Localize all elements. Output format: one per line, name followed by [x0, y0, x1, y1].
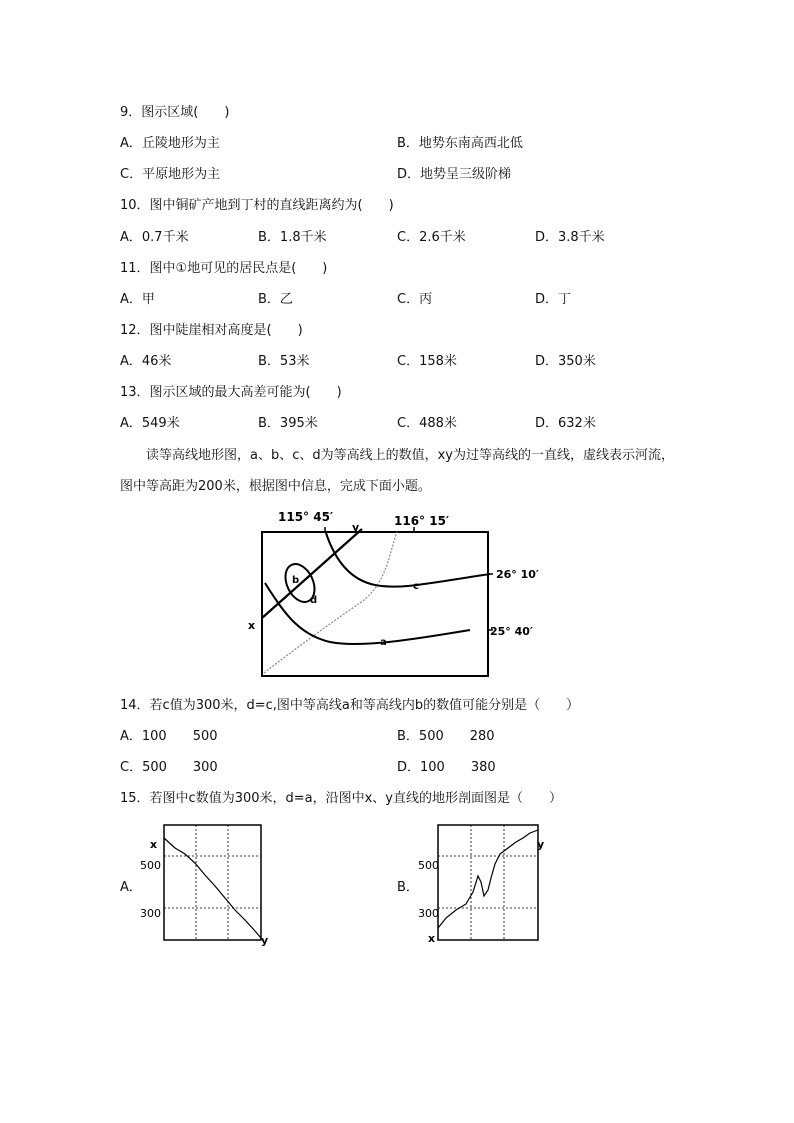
label-x: x [248, 619, 256, 632]
profile-b-tick-500: 500 [418, 859, 439, 872]
q12-option-c: C．158米 [397, 354, 457, 369]
q15-option-a: A． [120, 880, 142, 895]
river-dashed-line [264, 532, 397, 673]
q10-option-d: D．3.8千米 [535, 230, 605, 245]
profile-b-label-y: y [537, 838, 545, 851]
profile-b-tick-300: 300 [418, 907, 439, 920]
profile-a-label-y: y [261, 934, 269, 947]
q11-option-d: D．丁 [535, 292, 572, 307]
lat-top-label: 26° 10′ [496, 568, 539, 581]
contour-line-a [265, 583, 470, 644]
q14-option-c: C．500 300 [120, 760, 218, 775]
q11-option-c: C．丙 [397, 292, 433, 307]
question-9-stem: 9．图示区域( ) [120, 105, 230, 120]
q11-option-b: B．乙 [258, 292, 293, 307]
reading-text: 读等高线地形图，a、b、c、d为等高线上的数值，xy为过等高线的一直线，虚线表示河流，图中等高距为200米，根据图中信息，完成下面小题。 [120, 448, 675, 494]
lon-right-label: 116° 15′ [394, 514, 450, 528]
profile-a-label-x: x [150, 838, 158, 851]
profile-a-curve [164, 838, 261, 938]
q12-option-a: A．46米 [120, 354, 172, 369]
profile-b-frame [438, 825, 538, 940]
profile-chart-b [418, 820, 553, 950]
q14-option-d: D．100 380 [397, 760, 496, 775]
q13-option-d: D．632米 [535, 416, 596, 431]
q10-option-c: C．2.6千米 [397, 230, 466, 245]
q10-option-b: B．1.8千米 [258, 230, 327, 245]
question-13-stem: 13．图示区域的最大高差可能为( ) [120, 385, 342, 400]
q14-option-b: B．500 280 [397, 729, 495, 744]
label-a: a [380, 637, 387, 648]
q9-option-c: C．平原地形为主 [120, 167, 221, 182]
lat-bottom-label: 25° 40′ [490, 625, 533, 638]
question-15-stem: 15．若图中c数值为300米，d=a，沿图中x、y直线的地形剖面图是（ ） [120, 791, 563, 806]
label-b: b [292, 575, 300, 586]
q13-option-b: B．395米 [258, 416, 318, 431]
map-frame [262, 532, 488, 676]
profile-chart-a [140, 820, 275, 950]
q14-option-a: A．100 500 [120, 729, 218, 744]
profile-a-tick-300: 300 [140, 907, 161, 920]
contour-line-c [326, 533, 490, 587]
q13-option-c: C．488米 [397, 416, 457, 431]
label-c: c [413, 581, 419, 592]
q15-option-b: B． [397, 880, 419, 895]
q9-option-a: A．丘陵地形为主 [120, 136, 220, 151]
profile-b-label-x: x [428, 932, 436, 945]
q11-option-a: A．甲 [120, 292, 155, 307]
label-y: y [352, 521, 360, 534]
profile-b-curve [438, 830, 538, 928]
lon-left-label: 115° 45′ [278, 510, 334, 524]
question-11-stem: 11．图中①地可见的居民点是( ) [120, 261, 328, 276]
q13-option-a: A．549米 [120, 416, 180, 431]
question-12-stem: 12．图中陡崖相对高度是( ) [120, 323, 303, 338]
q12-option-d: D．350米 [535, 354, 596, 369]
q9-option-b: B．地势东南高西北低 [397, 136, 523, 151]
q12-option-b: B．53米 [258, 354, 310, 369]
reading-paragraph [120, 440, 680, 502]
contour-map [240, 505, 560, 680]
q9-option-d: D．地势呈三级阶梯 [397, 167, 512, 182]
question-14-stem: 14．若c值为300米，d=c,图中等高线a和等高线内b的数值可能分别是（ ） [120, 698, 580, 713]
profile-a-tick-500: 500 [140, 859, 161, 872]
label-d: d [310, 595, 318, 606]
q10-option-a: A．0.7千米 [120, 230, 189, 245]
question-10-stem: 10．图中铜矿产地到丁村的直线距离约为( ) [120, 198, 394, 213]
